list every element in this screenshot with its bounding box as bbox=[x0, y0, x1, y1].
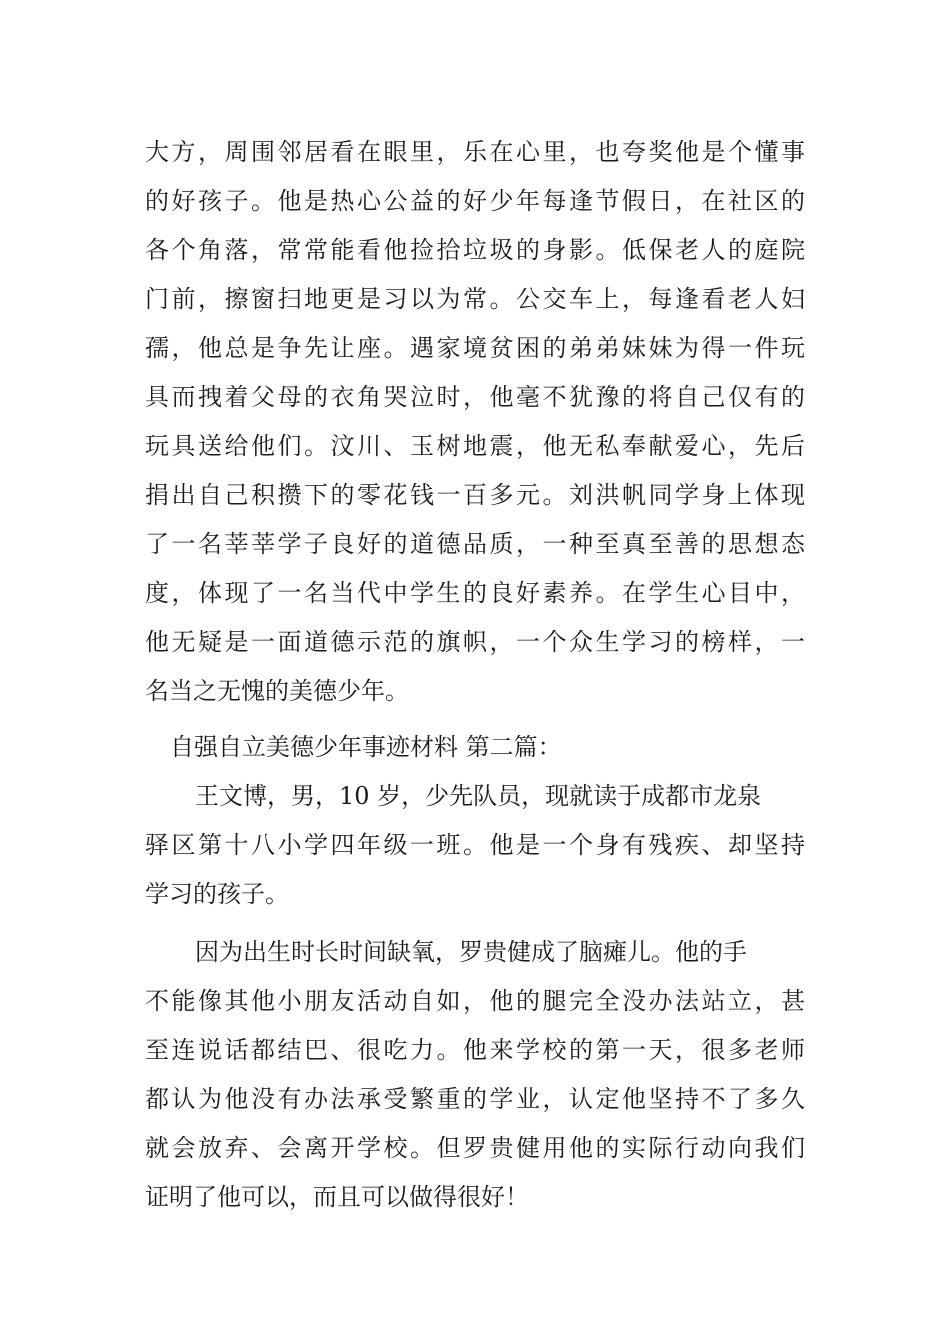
text-line-content: 都认为他没有办法承受繁重的学业，认定他坚持不了多久 bbox=[145, 1085, 805, 1113]
section-heading bbox=[0, 727, 950, 767]
text-line-content: 的好孩子。他是热心公益的好少年每逢节假日，在社区的 bbox=[145, 187, 805, 215]
text-line-content: 王文博，男，10 岁，少先队员，现就读于成都市龙泉 bbox=[195, 782, 762, 810]
text-line bbox=[0, 230, 950, 270]
text-line-content: 度，体现了一名当代中学生的良好素养。在学生心目中， bbox=[145, 579, 805, 607]
section-heading-text: 自强自立美德少年事迹材料 第二篇： bbox=[170, 733, 562, 761]
text-line-content: 因为出生时长时间缺氧，罗贵健成了脑瘫儿。他的手 bbox=[195, 938, 747, 966]
text-line-content: 孺，他总是争先让座。遇家境贫困的弟弟妹妹为得一件玩 bbox=[145, 334, 805, 362]
text-line bbox=[0, 279, 950, 319]
text-line bbox=[0, 132, 950, 172]
text-line bbox=[0, 671, 950, 711]
text-line-content: 捐出自己积攒下的零花钱一百多元。刘洪帆同学身上体现 bbox=[145, 481, 805, 509]
text-line-content: 了一名莘莘学子良好的道德品质，一种至真至善的思想态 bbox=[145, 530, 805, 558]
text-line bbox=[0, 181, 950, 221]
text-line bbox=[0, 1128, 950, 1168]
text-line-content: 证明了他可以，而且可以做得很好！ bbox=[145, 1183, 529, 1211]
text-line bbox=[0, 932, 950, 972]
text-line bbox=[0, 1177, 950, 1217]
text-line-content: 名当之无愧的美德少年。 bbox=[145, 677, 409, 705]
text-line bbox=[0, 328, 950, 368]
text-line-content: 他无疑是一面道德示范的旗帜，一个众生学习的榜样，一 bbox=[145, 628, 805, 656]
text-line bbox=[0, 776, 950, 816]
text-line-content: 学习的孩子。 bbox=[145, 880, 289, 908]
text-line bbox=[0, 524, 950, 564]
text-line bbox=[0, 573, 950, 613]
text-line-content: 玩具送给他们。汶川、玉树地震，他无私奉献爱心，先后 bbox=[145, 432, 805, 460]
text-line bbox=[0, 981, 950, 1021]
text-line-content: 不能像其他小朋友活动自如，他的腿完全没办法站立，甚 bbox=[145, 987, 805, 1015]
text-line bbox=[0, 426, 950, 466]
text-line bbox=[0, 377, 950, 417]
text-line-content: 门前，擦窗扫地更是习以为常。公交车上，每逢看老人妇 bbox=[145, 285, 805, 313]
text-line-content: 就会放弃、会离开学校。但罗贵健用他的实际行动向我们 bbox=[145, 1134, 805, 1162]
text-line-content: 大方，周围邻居看在眼里，乐在心里，也夸奖他是个懂事 bbox=[145, 138, 805, 166]
text-line bbox=[0, 1030, 950, 1070]
text-line bbox=[0, 622, 950, 662]
text-line-content: 具而拽着父母的衣角哭泣时，他毫不犹豫的将自己仅有的 bbox=[145, 383, 805, 411]
text-line bbox=[0, 825, 950, 865]
text-line-content: 驿区第十八小学四年级一班。他是一个身有残疾、却坚持 bbox=[145, 831, 805, 859]
text-line bbox=[0, 874, 950, 914]
text-line bbox=[0, 475, 950, 515]
text-line-content: 至连说话都结巴、很吃力。他来学校的第一天，很多老师 bbox=[145, 1036, 805, 1064]
text-line-content: 各个角落，常常能看他捡拾垃圾的身影。低保老人的庭院 bbox=[145, 236, 805, 264]
text-line bbox=[0, 1079, 950, 1119]
